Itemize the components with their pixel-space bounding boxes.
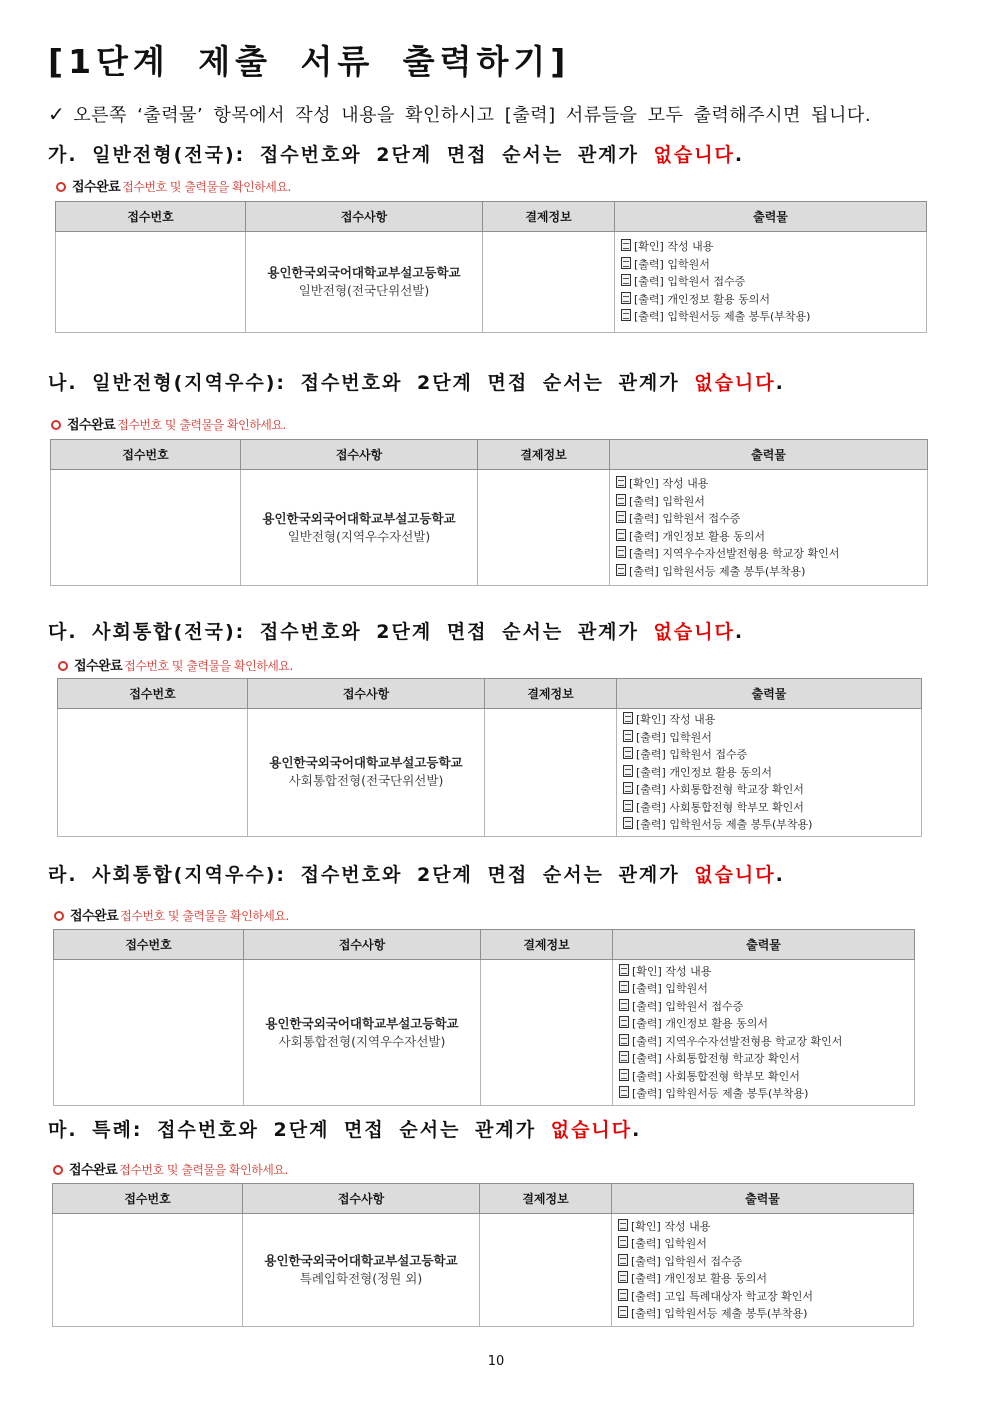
circle-bullet-icon: [58, 661, 68, 671]
column-header: 접수번호: [53, 1184, 243, 1214]
column-header: 결제정보: [478, 440, 610, 470]
intro-line: [48, 101, 871, 127]
output-label: [확인] 작성 내용: [631, 1219, 711, 1233]
document-icon: [619, 1034, 629, 1046]
output-link[interactable]: [623, 781, 921, 799]
output-label: [출력] 사회통합전형 학부모 확인서: [632, 1069, 800, 1083]
output-label: [출력] 입학원서: [634, 257, 710, 271]
output-link[interactable]: [621, 238, 926, 256]
output-label: [출력] 입학원서등 제출 봉투(부착용): [632, 1087, 809, 1100]
output-label: [확인] 작성 내용: [632, 964, 712, 978]
document-icon: [619, 1051, 629, 1063]
output-link[interactable]: [623, 799, 921, 817]
application-detail-cell: [248, 709, 485, 837]
section-heading-text: 가. 일반전형(전국): 접수번호와 2단계 면접 순서는 관계가: [48, 144, 654, 166]
output-label: [출력] 지역우수자선발전형용 학교장 확인서: [632, 1034, 843, 1048]
document-icon: [619, 1069, 629, 1081]
output-link[interactable]: [616, 475, 927, 493]
output-link[interactable]: [618, 1305, 913, 1323]
school-name: 용인한국외국어대학교부설고등학교: [265, 1015, 459, 1031]
document-icon: [618, 1289, 628, 1301]
status-label: 접수완료: [67, 418, 116, 433]
outputs-list: [613, 961, 914, 1105]
section-heading-text: 나. 일반전형(지역우수): 접수번호와 2단계 면접 순서는 관계가: [48, 372, 695, 394]
column-header: 접수번호: [51, 440, 241, 470]
document-icon: [623, 817, 633, 829]
output-link[interactable]: [623, 764, 921, 782]
document-icon: [618, 1219, 628, 1231]
application-detail-cell: [243, 1214, 480, 1327]
output-label: [출력] 입학원서: [631, 1237, 707, 1250]
payment-info-cell: [478, 470, 610, 586]
section-heading: [48, 1115, 641, 1142]
output-link[interactable]: [618, 1288, 913, 1306]
document-icon: [623, 730, 633, 742]
output-label: [출력] 사회통합전형 학교장 확인서: [636, 783, 804, 796]
document-icon: [619, 981, 629, 993]
output-label: [출력] 입학원서등 제출 봉투(부착용): [631, 1307, 808, 1320]
output-link[interactable]: [619, 963, 914, 981]
payment-info-cell: [485, 709, 617, 837]
output-link[interactable]: [621, 273, 926, 291]
receipt-table: [55, 201, 927, 333]
circle-bullet-icon: [54, 911, 64, 921]
output-link[interactable]: [621, 291, 926, 309]
output-link[interactable]: [616, 510, 927, 528]
output-link[interactable]: [621, 308, 926, 326]
document-icon: [623, 712, 633, 724]
document-icon: [618, 1254, 628, 1266]
column-header: 출력물: [610, 440, 928, 470]
document-icon: [616, 511, 626, 523]
column-header: 결제정보: [481, 930, 613, 960]
output-link[interactable]: [623, 816, 921, 834]
column-header: 접수사항: [243, 1184, 480, 1214]
output-label: [출력] 개인정보 활용 동의서: [636, 765, 772, 779]
document-icon: [618, 1236, 628, 1248]
column-header: 접수사항: [248, 679, 485, 709]
output-label: [출력] 사회통합전형 학부모 확인서: [636, 800, 804, 814]
output-label: [출력] 입학원서 접수증: [629, 512, 741, 525]
receipt-number-cell: [51, 470, 241, 586]
receipt-table: [52, 1183, 914, 1327]
column-header: 접수사항: [246, 202, 483, 232]
admission-track: 사회통합전형(전국단위선발): [288, 773, 444, 789]
document-icon: [623, 747, 633, 759]
output-link[interactable]: [618, 1253, 913, 1271]
document-icon: [619, 1086, 629, 1098]
column-header: 출력물: [613, 930, 915, 960]
section-heading-period: .: [632, 1119, 642, 1141]
column-header: 결제정보: [480, 1184, 612, 1214]
document-icon: [618, 1271, 628, 1283]
section-heading-emphasis: 없습니다: [653, 621, 735, 643]
page-title: [1단계 제출 서류 출력하기]: [48, 42, 571, 81]
section-heading-emphasis: 없습니다: [550, 1119, 633, 1141]
output-link[interactable]: [618, 1270, 913, 1288]
output-label: [출력] 입학원서 접수증: [632, 999, 744, 1013]
section-heading-period: .: [734, 144, 745, 166]
output-label: [출력] 입학원서: [632, 982, 708, 995]
status-label: 접수완료: [69, 1163, 118, 1178]
document-icon: [623, 765, 633, 777]
intro-text: 오른쪽 ‘출력물’ 항목에서 작성 내용을 확인하시고 [출력] 서류들을 모두 출력해주시면 됩니다.: [73, 105, 872, 126]
output-label: [출력] 사회통합전형 학교장 확인서: [632, 1052, 800, 1065]
receipt-number-cell: [53, 1214, 243, 1327]
output-link[interactable]: [623, 711, 921, 729]
column-header: 출력물: [612, 1184, 914, 1214]
section-heading-emphasis: 없습니다: [694, 372, 776, 394]
document-icon: [621, 257, 631, 269]
document-icon: [621, 239, 631, 251]
status-label: 접수완료: [70, 909, 119, 924]
output-label: [출력] 입학원서 접수증: [636, 748, 748, 761]
status-message: 접수번호 및 출력물을 확인하세요.: [124, 659, 293, 673]
output-label: [출력] 입학원서 접수증: [631, 1254, 743, 1268]
status-banner: [56, 176, 291, 195]
output-link[interactable]: [623, 729, 921, 747]
document-icon: [616, 476, 626, 488]
output-label: [출력] 개인정보 활용 동의서: [632, 1017, 768, 1030]
output-label: [출력] 입학원서등 제출 봉투(부착용): [636, 818, 813, 831]
section-heading: [48, 617, 744, 644]
output-label: [확인] 작성 내용: [634, 240, 714, 254]
outputs-list: [617, 709, 921, 836]
output-label: [출력] 입학원서: [629, 494, 705, 508]
output-label: [출력] 입학원서 접수증: [634, 275, 746, 289]
receipt-table: [57, 678, 922, 837]
page-number: 10: [487, 1354, 505, 1369]
status-label: 접수완료: [72, 180, 121, 195]
output-link[interactable]: [619, 1015, 914, 1033]
checkmark-icon: ✓: [48, 102, 66, 126]
status-banner: [53, 1159, 288, 1178]
outputs-list: [612, 1216, 913, 1325]
output-label: [확인] 작성 내용: [629, 477, 709, 490]
status-message: 접수번호 및 출력물을 확인하세요.: [122, 180, 291, 194]
section-heading-emphasis: 없습니다: [653, 144, 735, 166]
school-name: 용인한국외국어대학교부설고등학교: [264, 1253, 458, 1268]
circle-bullet-icon: [56, 182, 66, 192]
section-heading-text: 다. 사회통합(전국): 접수번호와 2단계 면접 순서는 관계가: [48, 621, 654, 643]
document-icon: [621, 292, 631, 304]
status-banner: [51, 414, 286, 433]
document-icon: [623, 782, 633, 794]
document-icon: [619, 999, 629, 1011]
circle-bullet-icon: [51, 420, 61, 430]
receipt-table: [50, 439, 928, 586]
column-header: 접수사항: [244, 930, 481, 960]
outputs-list: [610, 473, 927, 582]
section-heading-period: .: [775, 864, 785, 886]
document-icon: [619, 1016, 629, 1028]
outputs-cell: [617, 709, 922, 837]
output-link[interactable]: [621, 256, 926, 274]
output-link[interactable]: [616, 528, 927, 546]
document-icon: [618, 1306, 628, 1318]
section-heading-period: .: [734, 621, 745, 643]
receipt-number-cell: [54, 960, 244, 1106]
output-label: [출력] 개인정보 활용 동의서: [634, 292, 770, 306]
output-link[interactable]: [619, 980, 914, 998]
status-message: 접수번호 및 출력물을 확인하세요.: [117, 418, 286, 432]
column-header: 결제정보: [483, 202, 615, 232]
output-label: [출력] 고입 특례대상자 학교장 확인서: [631, 1289, 813, 1303]
output-link[interactable]: [619, 1033, 914, 1051]
output-label: [출력] 입학원서등 제출 봉투(부착용): [629, 564, 806, 578]
status-label: 접수완료: [74, 659, 123, 674]
output-link[interactable]: [618, 1235, 913, 1253]
section-heading-text: 마. 특례: 접수번호와 2단계 면접 순서는 관계가: [48, 1119, 551, 1141]
section-heading-text: 라. 사회통합(지역우수): 접수번호와 2단계 면접 순서는 관계가: [48, 864, 695, 886]
section-heading: [48, 368, 785, 395]
output-link[interactable]: [619, 998, 914, 1016]
section-heading-period: .: [775, 372, 785, 394]
output-label: [출력] 지역우수자선발전형용 학교장 확인서: [629, 547, 840, 560]
output-label: [출력] 개인정보 활용 동의서: [629, 529, 765, 543]
school-name: 용인한국외국어대학교부설고등학교: [262, 510, 456, 526]
admission-track: 특례입학전형(정원 외): [299, 1271, 423, 1286]
outputs-list: [615, 236, 926, 328]
output-link[interactable]: [623, 746, 921, 764]
admission-track: 일반전형(지역우수자선발): [287, 528, 431, 544]
document-icon: [619, 964, 629, 976]
school-name: 용인한국외국어대학교부설고등학교: [267, 265, 461, 280]
status-message: 접수번호 및 출력물을 확인하세요.: [119, 1163, 288, 1177]
output-link[interactable]: [618, 1218, 913, 1236]
application-detail-cell: [246, 232, 483, 333]
outputs-cell: [610, 470, 928, 586]
column-header: 접수번호: [54, 930, 244, 960]
outputs-cell: [613, 960, 915, 1106]
application-detail-cell: [241, 470, 478, 586]
outputs-cell: [615, 232, 927, 333]
output-link[interactable]: [616, 563, 927, 581]
section-heading: [48, 860, 785, 887]
document-icon: [623, 800, 633, 812]
payment-info-cell: [481, 960, 613, 1106]
circle-bullet-icon: [53, 1165, 63, 1175]
output-label: [출력] 개인정보 활용 동의서: [631, 1272, 767, 1285]
document-icon: [616, 564, 626, 576]
receipt-number-cell: [58, 709, 248, 837]
column-header: 출력물: [615, 202, 927, 232]
output-link[interactable]: [619, 1085, 914, 1103]
output-link[interactable]: [616, 493, 927, 511]
output-link[interactable]: [619, 1068, 914, 1086]
document-icon: [616, 494, 626, 506]
status-message: 접수번호 및 출력물을 확인하세요.: [120, 909, 289, 923]
admission-track: 일반전형(전국단위선발): [298, 283, 430, 298]
receipt-number-cell: [56, 232, 246, 333]
column-header: 접수번호: [58, 679, 248, 709]
status-banner: [58, 655, 293, 674]
output-label: [출력] 입학원서등 제출 봉투(부착용): [634, 310, 811, 324]
document-icon: [621, 309, 631, 321]
application-detail-cell: [244, 960, 481, 1106]
column-header: 접수번호: [56, 202, 246, 232]
admission-track: 사회통합전형(지역우수자선발): [278, 1033, 446, 1049]
payment-info-cell: [480, 1214, 612, 1327]
document-icon: [616, 546, 626, 558]
document-icon: [621, 274, 631, 286]
output-label: [확인] 작성 내용: [636, 713, 716, 726]
receipt-table: [53, 929, 915, 1106]
status-banner: [54, 905, 289, 924]
output-link[interactable]: [616, 545, 927, 563]
school-name: 용인한국외국어대학교부설고등학교: [269, 755, 463, 771]
output-link[interactable]: [619, 1050, 914, 1068]
column-header: 출력물: [617, 679, 922, 709]
section-heading: [48, 140, 744, 167]
column-header: 결제정보: [485, 679, 617, 709]
payment-info-cell: [483, 232, 615, 333]
section-heading-emphasis: 없습니다: [694, 864, 776, 886]
column-header: 접수사항: [241, 440, 478, 470]
output-label: [출력] 입학원서: [636, 730, 712, 744]
outputs-cell: [612, 1214, 914, 1327]
document-icon: [616, 529, 626, 541]
